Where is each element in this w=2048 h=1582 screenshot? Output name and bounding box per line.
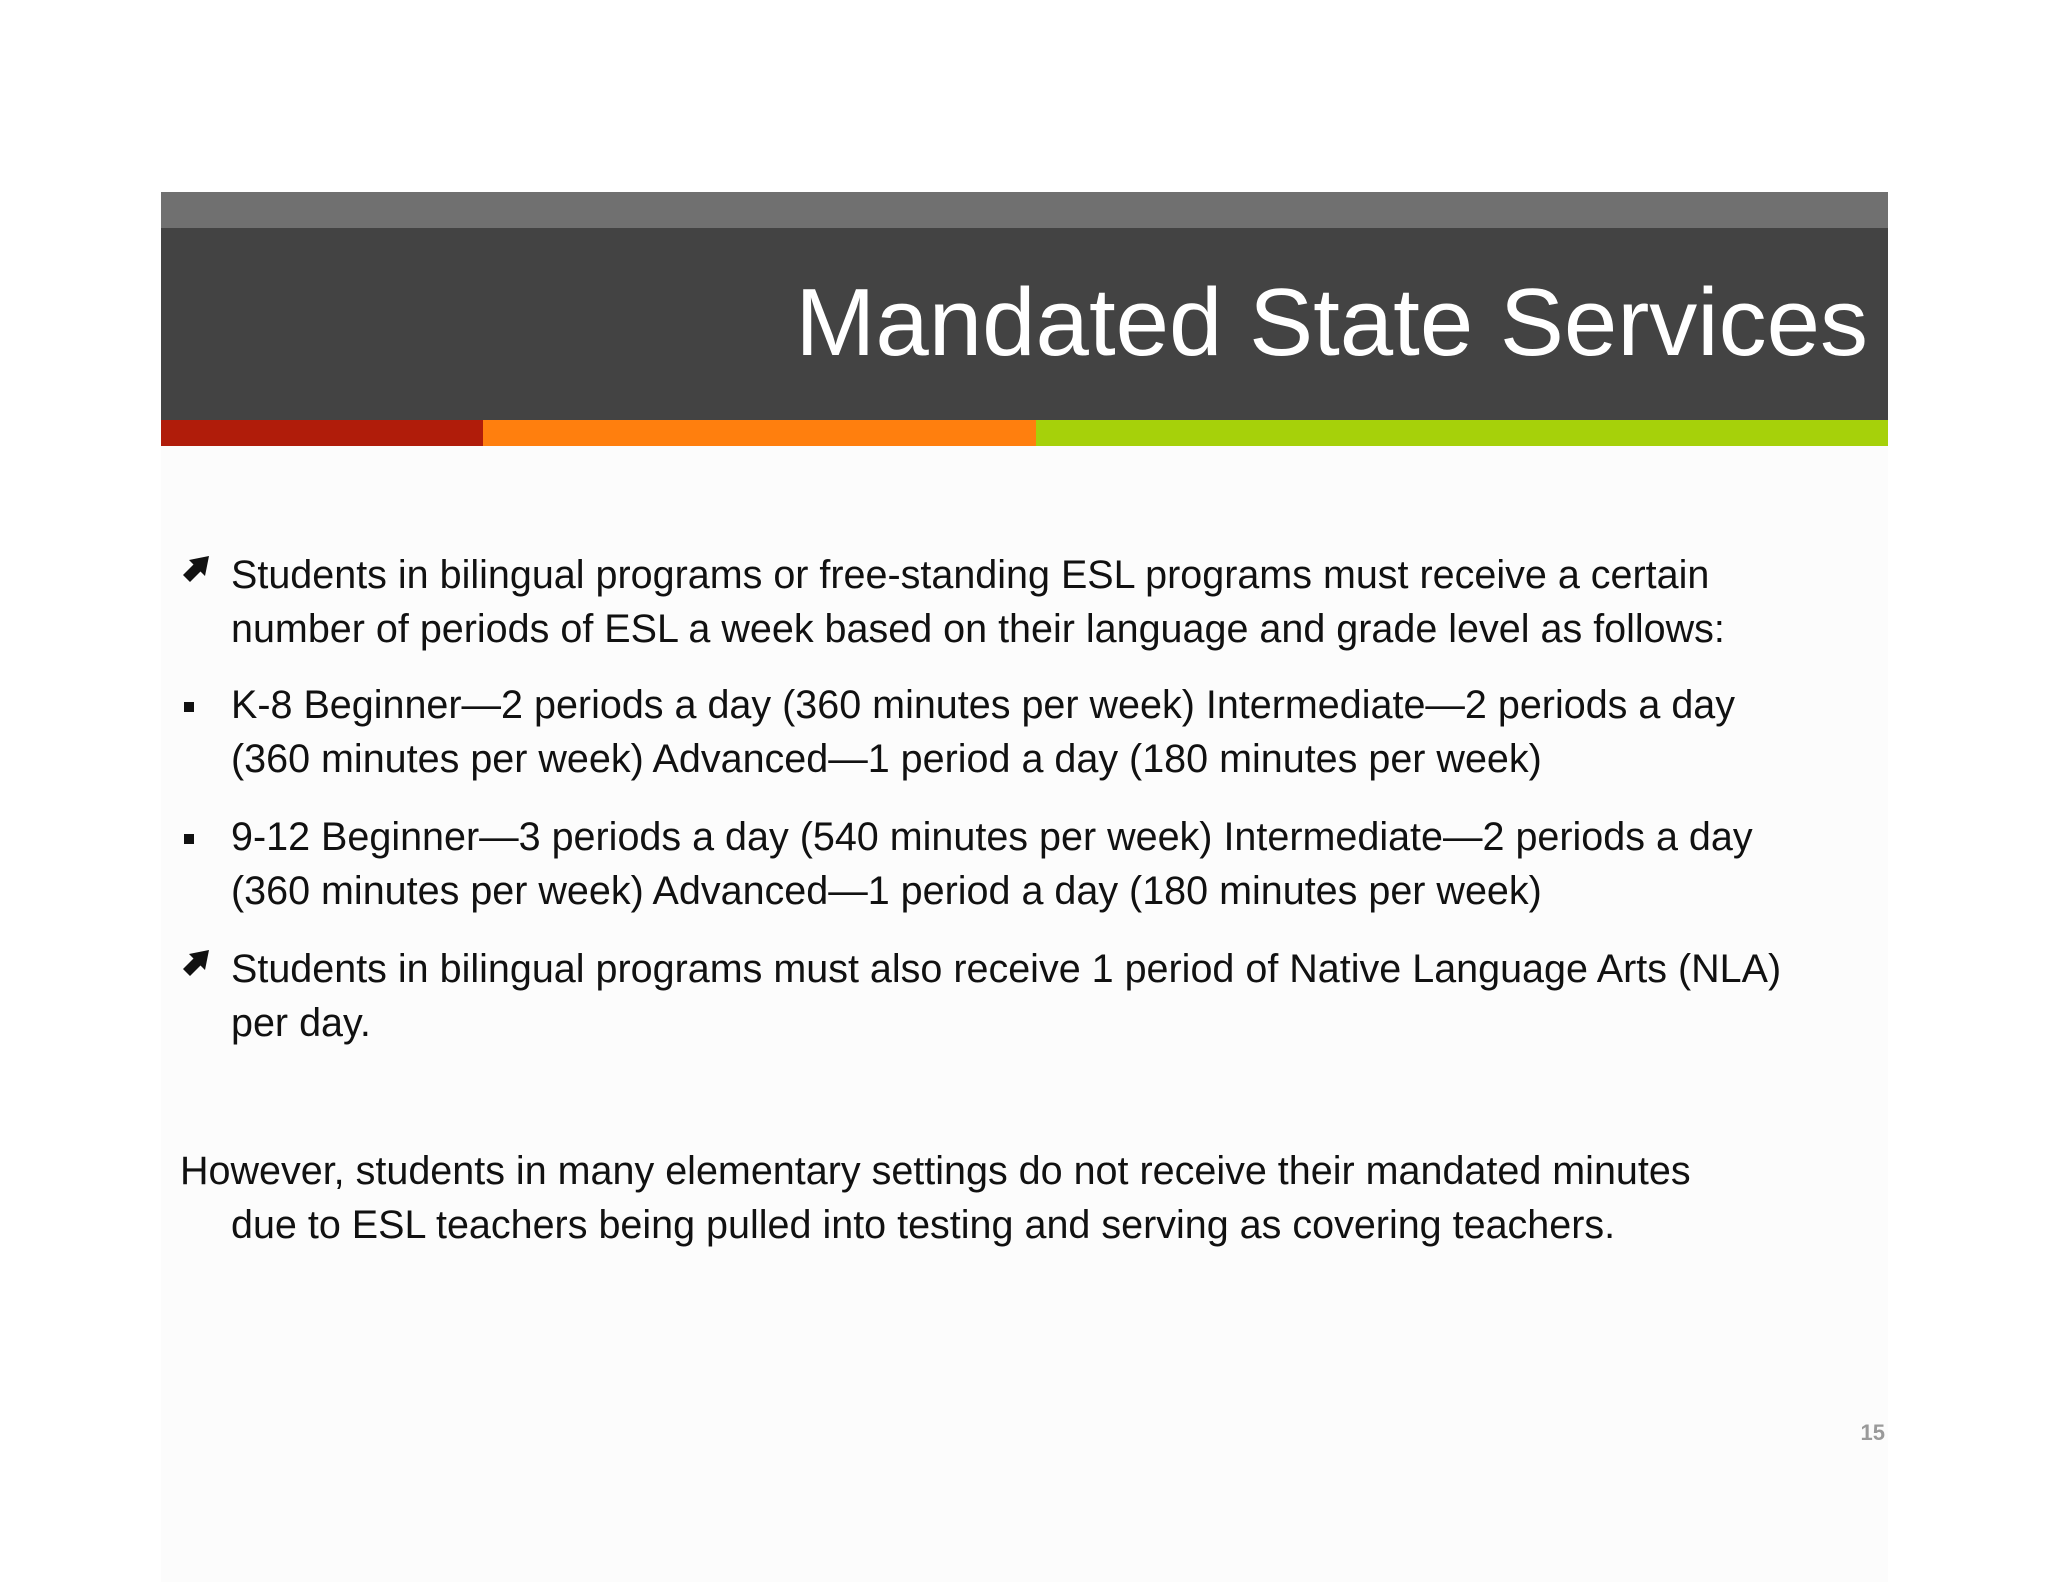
bullet-text-line: Students in bilingual programs or free-standing ESL programs must receive a certain	[231, 553, 1710, 597]
title-band	[161, 228, 1888, 420]
bullet-text-line: 9-12 Beginner—3 periods a day (540 minutes per week) Intermediate—2 periods a day	[231, 815, 1753, 859]
bullet-text-line: (360 minutes per week) Advanced—1 period a day (180 minutes per week)	[231, 737, 1542, 781]
accent-red-segment	[161, 420, 483, 446]
note-text-line: due to ESL teachers being pulled into testing and serving as covering teachers.	[231, 1203, 1616, 1247]
note-paragraph	[180, 1144, 1900, 1252]
sub-bullet-item	[180, 678, 1900, 786]
accent-orange-segment	[483, 420, 1036, 446]
accent-green-segment	[1036, 420, 1888, 446]
bullet-text-line: K-8 Beginner—2 periods a day (360 minutes per week) Intermediate—2 periods a day	[231, 683, 1736, 727]
accent-strip	[161, 420, 1888, 446]
sub-bullet-item	[180, 810, 1900, 918]
bullet-text-line: number of periods of ESL a week based on their language and grade level as follows:	[231, 607, 1725, 651]
arrow-up-right-icon	[180, 551, 214, 585]
bullet-text-line: Students in bilingual programs must also receive 1 period of Native Language Arts (NLA)	[231, 947, 1782, 991]
square-bullet-icon	[184, 702, 194, 712]
page-number: 15	[1860, 1420, 1885, 1445]
bullet-text-line: per day.	[231, 1001, 371, 1045]
note-text-line: However, students in many elementary settings do not receive their mandated minutes	[180, 1149, 1691, 1193]
title-band-top-strip	[161, 192, 1888, 228]
bullet-item	[180, 548, 1900, 656]
square-bullet-icon	[184, 834, 194, 844]
slide-title: Mandated State Services	[795, 269, 1868, 376]
arrow-up-right-icon	[180, 945, 214, 979]
bullet-text-line: (360 minutes per week) Advanced—1 period a day (180 minutes per week)	[231, 869, 1542, 913]
bullet-item	[180, 942, 1900, 1050]
slide-content	[180, 548, 1900, 1252]
